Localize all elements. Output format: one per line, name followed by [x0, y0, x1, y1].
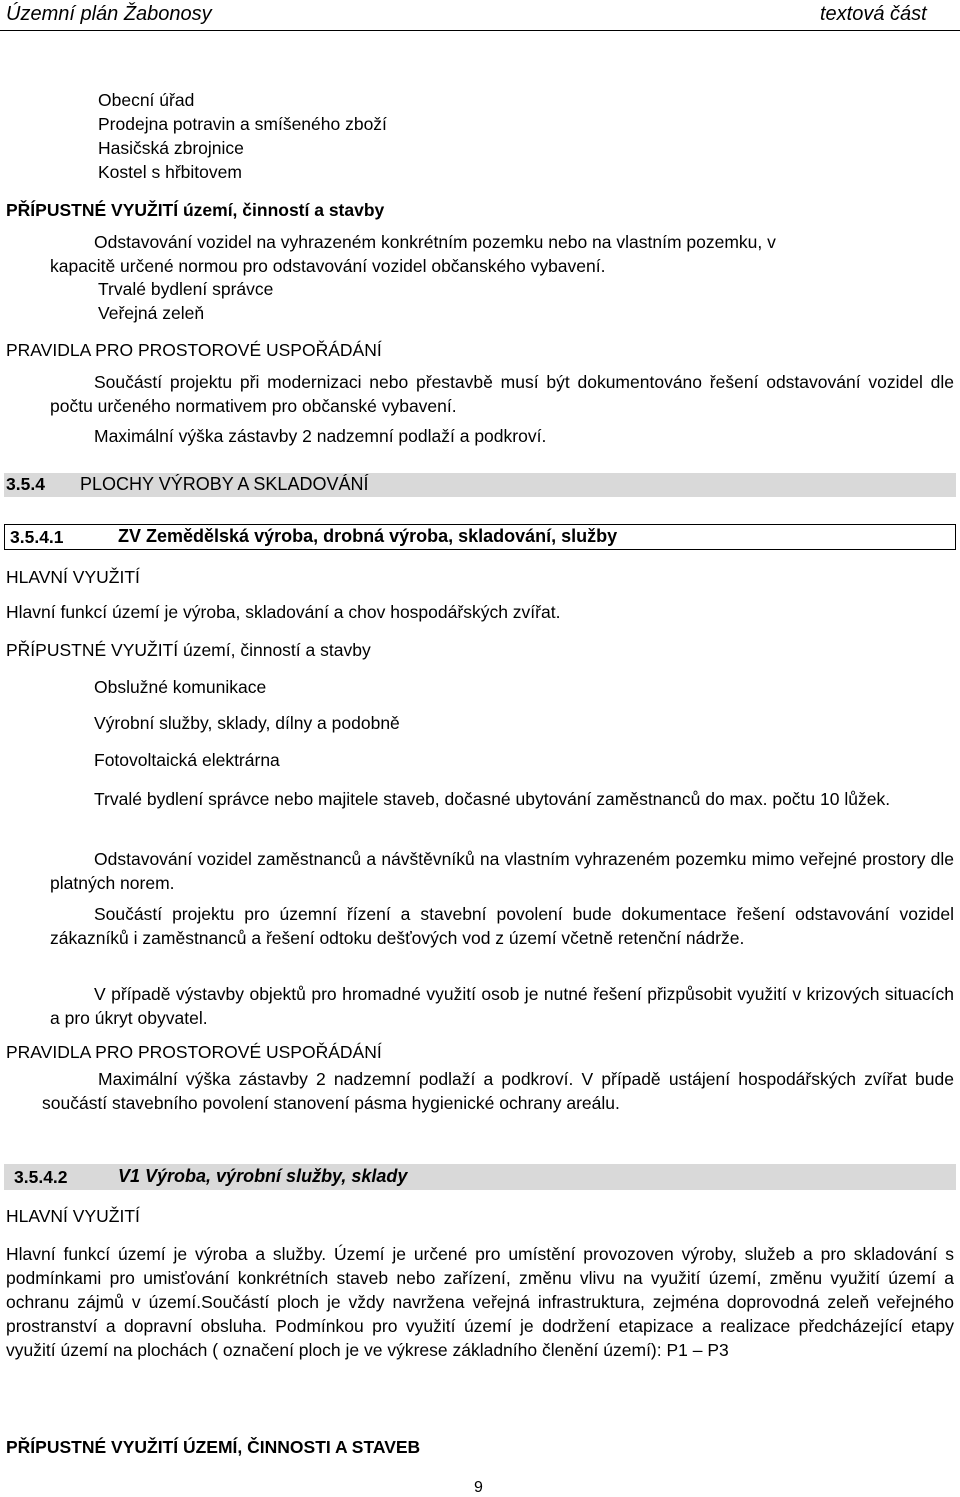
main-use-heading: HLAVNÍ VYUŽITÍ: [6, 1206, 140, 1226]
subsection-title: V1 Výroba, výrobní služby, sklady: [118, 1166, 408, 1186]
list-item: Obecní úřad: [98, 90, 195, 110]
section-number: 3.5.4: [6, 474, 45, 494]
parking-paragraph-line: Odstavování vozidel na vyhrazeném konkrétním pozemku nebo na vlastním pozemku, v: [94, 232, 776, 252]
parking-paragraph-line: kapacitě určené normou pro odstavování vozidel občanského vybavení.: [50, 256, 606, 276]
list-item: Obslužné komunikace: [94, 677, 267, 697]
paragraph: Trvalé bydlení správce nebo majitele staveb, dočasné ubytování zaměstnanců do max. počtu 10 lůžek.: [94, 789, 891, 809]
main-use-heading: HLAVNÍ VYUŽITÍ: [6, 567, 140, 587]
list-item: Trvalé bydlení správce: [98, 279, 274, 299]
header-divider: [0, 30, 960, 31]
list-item: Hasičská zbrojnice: [98, 138, 244, 158]
paragraph: Součástí projektu pro územní řízení a stavební povolení bude dokumentace řešení odstavování vozidel zákazníků i zaměstnanců a řešení odtoku dešťových vod z území včetně retenční nádrže.: [50, 904, 954, 948]
paragraph: V případě výstavby objektů pro hromadné využití osob je nutné řešení přizpůsobit využití v krizových situacích a pro úkryt obyvatel.: [50, 984, 954, 1028]
list-item: Fotovoltaická elektrárna: [94, 750, 280, 770]
main-use-paragraph: Hlavní funkcí území je výroba a služby. Území je určené pro umístění provozoven výroby, služeb a pro skladování s podmínkami pro umisťování konkrétních staveb nebo zařízení, změnu vlivu na využití území, změnu využití území a ochranu zájmů v území.Součástí ploch je vždy navržena veřejná infrastruktura, zejména doprovodná zeleň veřejného prostranství a dopravní obsluha. Podmínkou pro využití území je dodržení etapizace a realizace předcházející etapy využití území na plochách ( označení ploch je ve výkrese základního členění území): P1 – P3: [6, 1244, 954, 1360]
document-header-section: textová část: [820, 3, 927, 25]
list-item: Kostel s hřbitovem: [98, 162, 242, 182]
page-number: 9: [474, 1479, 483, 1496]
permitted-use-heading: PŘÍPUSTNÉ VYUŽITÍ ÚZEMÍ, ČINNOSTI A STAVEB: [6, 1437, 421, 1457]
paragraph: Odstavování vozidel zaměstnanců a návštěvníků na vlastním vyhrazeném pozemku mimo veřejné prostory dle platných norem.: [50, 849, 954, 893]
subsection-title: ZV Zemědělská výroba, drobná výroba, skladování, služby: [118, 526, 618, 546]
spatial-rules-paragraph: Součástí projektu při modernizaci nebo přestavbě musí být dokumentováno řešení odstavování vozidel dle počtu určeného normativem pro občanské vybavení.: [50, 372, 954, 416]
list-item: Prodejna potravin a smíšeného zboží: [98, 114, 387, 134]
spatial-rules-heading: PRAVIDLA PRO PROSTOROVÉ USPOŘÁDÁNÍ: [6, 1042, 382, 1062]
height-limit-text: Maximální výška zástavby 2 nadzemní podlaží a podkroví.: [94, 426, 547, 446]
list-item: Výrobní služby, sklady, dílny a podobně: [94, 713, 400, 733]
spatial-rules-paragraph: Maximální výška zástavby 2 nadzemní podlaží a podkroví. V případě ustájení hospodářských zvířat bude součástí stavebního povolení stanovení pásma hygienické ochrany areálu.: [42, 1069, 954, 1113]
list-item: Veřejná zeleň: [98, 303, 205, 323]
permitted-use-heading: PŘÍPUSTNÉ VYUŽITÍ území, činností a stavby: [6, 640, 371, 660]
section-title: PLOCHY VÝROBY A SKLADOVÁNÍ: [80, 474, 369, 494]
document-header-title: Územní plán Žabonosy: [6, 3, 212, 25]
subsection-number: 3.5.4.1: [10, 527, 64, 547]
subsection-number: 3.5.4.2: [14, 1167, 68, 1187]
permitted-use-heading: PŘÍPUSTNÉ VYUŽITÍ území, činností a stavby: [6, 200, 385, 220]
spatial-rules-heading: PRAVIDLA PRO PROSTOROVÉ USPOŘÁDÁNÍ: [6, 340, 382, 360]
main-use-text: Hlavní funkcí území je výroba, skladování a chov hospodářských zvířat.: [6, 602, 561, 622]
